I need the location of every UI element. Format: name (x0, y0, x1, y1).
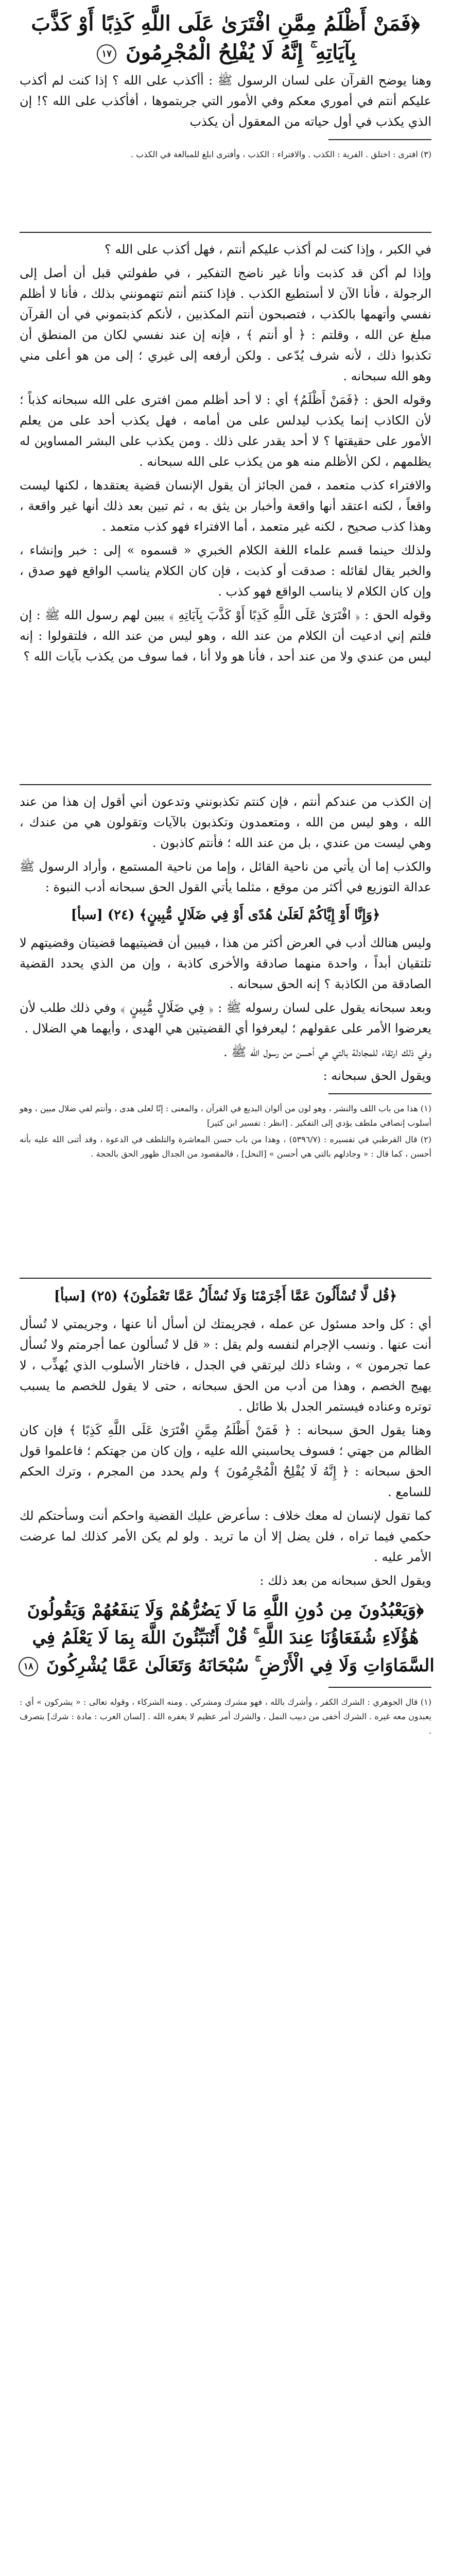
top-ayah-number: ١٧ (97, 44, 116, 64)
intro (9, 70, 442, 132)
footnote-divider-top (328, 139, 431, 140)
page (9, 0, 442, 1738)
page-divider-3 (20, 1278, 431, 1279)
section-3-paragraph: وبعد سبحانه يقول على لسان رسوله ﷺ : ﴿ فِي ضَلَالٍ مُّبِينٍ ﴾ وفي ذلك طلب لأن يعرضوا الأمر على عقولهم ؛ ليعرفوا أي القضيتين هي الهدى ، وأيهما هي الضلال . (20, 1001, 431, 1036)
footnote: (٢) قال القرطبي في تفسيره : (٥٣٩٦/٧) ، وهذا من باب حسن المعاشرة والتلطف في الدعوة ، وقد أثنى الله عليه بأنه أحسن ، كما قال : « وجادلهم بالتي هي أحسن » [النحل] ، فالمقصود من الجدال ظهور الحق بالحجة . (20, 1134, 432, 1159)
page-divider-2 (20, 784, 431, 785)
bottom-ayah-number: ١٨ (19, 1657, 38, 1676)
page-divider-1 (20, 232, 431, 233)
section-3-paragraph: وفي ذلك ارتقاء للمجادلة بالتي هي أحسن من رسول الله ﷺ . (223, 1045, 431, 1059)
section-2 (9, 791, 442, 897)
verse-saba-text: ﴿وَإِنَّا أَوْ إِيَّاكُمْ لَعَلَىٰ هُدًى أَوْ فِي ضَلَالٍ مُّبِينٍ﴾ (139, 907, 380, 923)
verse-saba-ref: [سبأ] (71, 907, 103, 923)
page-gap-3 (9, 1163, 442, 1272)
top-ayah-text: ﴿فَمَنْ أَظْلَمُ مِمَّنِ افْتَرَىٰ عَلَى اللَّهِ كَذِبًا أَوْ كَذَّبَ بِآيَاتِهِ ۚ إِنَّهُ لَا يُفْلِحُ الْمُجْرِمُونَ (31, 11, 420, 64)
footnote: (١) هذا من باب اللف والنشر ، وهو لون من ألوان البديع في القرآن ، والمعنى : إنّا لعلى هدى ، وأنتم لفي ضلال مبين ، وهو أسلوب إنصافي ملطف يؤدي إلى التفكير . [انظر : تفسير ابن كثير] (20, 1104, 431, 1128)
bottom-ayah (16, 1596, 435, 1680)
section-2-paragraph: والكذب إما أن يأتي من ناحية القائل ، وإما من ناحية المستمع ، وأراد الرسول ﷺ عدالة التوزيع في أكثر من موقع ، مثلما يأتي القول الحق سبحانه أدب النبوة : (20, 859, 431, 894)
section-1-paragraph: ولذلك حينما قسم علماء اللغة الكلام الخبري « قسموه » إلى : خبر وإنشاء ، والخبر يقال لقائله : صدقت أو كذبت ، فإن كان الكلام يناسب الواقع فهو صدق ، وإن كان الكلام لا يناسب الواقع فهو كذب . (20, 543, 431, 599)
section-3-paragraph: ويقول الحق سبحانه : (323, 1069, 431, 1083)
footnote: (١) قال الجوهري : الشرك الكفر ، وأشرك بالله ، فهو مشرك ومشركي . ومنه الشركاء ، وقوله تعالى : « يشركون » أي : يعبدون معه غيره . الشرك أخفى من دبيب النمل ، والشرك أمر عظيم لا يغفره الله . [لسان العرب : مادة : شرك] بتصرف . (20, 1697, 431, 1736)
verse-yunus-block (20, 1285, 431, 1308)
intro-paragraph: وهنا يوضح القرآن على لسان الرسول ﷺ : أأكذب على الله ؟ إذا كنت لم أكذب عليكم أنتم في أموري معكم وفي الأمور التي جربتموها ، أفأكذب على الله ؟! إن الذي يكذب في أول حياته من المعقول أن يكذب (20, 73, 431, 129)
verse-yunus-text: ﴿قُل لَّا تُسْأَلُونَ عَمَّا أَجْرَمْنَا وَلَا نُسْأَلُ عَمَّا تَعْمَلُونَ﴾ (122, 1289, 397, 1304)
top-footnote: (٣) افترى : اختلق . الفرية : الكذب . والافتراء : الكذب ، وأفترى ابلغ للمبالغة في الكذب . (131, 149, 431, 159)
verse-saba-block (20, 904, 431, 926)
section-4-paragraph: كما تقول لإنسان له معك خلاف : سأعرض عليك القضية واحكم أنت وسأحتكم لك حكمي فيما تراه ، فلن يضل إلا أن ما تريد . ولو لم يكن الأمر كذلك لما عرضت الأمر عليه . (20, 1509, 431, 1564)
section-1-paragraph: في الكبر ، وإذا كنت لم أكذب عليكم أنتم ، فهل أكذب على الله ؟ (104, 242, 431, 257)
verse-yunus-number: (٢٥) (91, 1289, 118, 1304)
top-ayah (13, 9, 438, 67)
footnote-divider-1 (328, 1093, 431, 1094)
page-gap-2 (9, 670, 442, 778)
section-3-paragraph: وليس هنالك أدب في العرض أكثر من هذا ، فيبين أن قضيتيهما قضيتان وقضيتهم لا تلتقيان أبداً ، واحدة منهما صادقة والأخرى كاذبة ، وإن من الذي يحدد القضية الصادقة من الكاذبة ؟ إنه الحق سبحانه . (20, 936, 432, 991)
section-1-paragraph: والافتراء كذب متعمد ، فمن الجائز أن يقول الإنسان قضية يعتقدها ، لكنها ليست واقعاً ، لكنه اعتقد أنها واقعة وأخبار بن يثق به ، ثم تبين بعد ذلك أنها غير واقعة ، وهذا كذب صحيح ، لكنه غير متعمد ، أما الافتراء فهو كذب متعمد . (20, 478, 431, 534)
bottom-ayah-text: ﴿وَيَعْبُدُونَ مِن دُونِ اللَّهِ مَا لَا يَضُرُّهُمْ وَلَا يَنفَعُهُمْ وَيَقُولُونَ هَٰؤُلَاءِ شُفَعَاؤُنَا عِندَ اللَّهِ ۚ قُلْ أَتُنَبِّئُونَ اللَّهَ بِمَا لَا يَعْلَمُ فِي السَّمَاوَاتِ وَلَا فِي الْأَرْضِ ۚ سُبْحَانَهُ وَتَعَالَىٰ عَمَّا يُشْرِكُونَ (27, 1600, 435, 1676)
verse-saba-number: (٢٤) (107, 907, 135, 923)
section-4-paragraph: وهنا يقول الحق سبحانه : ﴿ فَمَنْ أَظْلَمُ مِمَّنِ افْتَرَىٰ عَلَى اللَّهِ كَذِبًا ﴾ فإن كان الظالم من جهتي ؛ فسوف يحاسبني الله عليه ، وإن كان من جهتكم ؛ فاعلموا قول الحق سبحانه : ﴿ إِنَّهُ لَا يُفْلِحُ الْمُجْرِمُونَ ﴾ ولم يحدد من المجرم ، وترك الحكم للسامع . (20, 1423, 432, 1499)
section-4-paragraph: أي : كل واحد مسئول عن عمله ، فجريمتك لن أسأل أنا عنها ، وجريمتي لا تُسأل أنت عنها . ونسب الإجرام لنفسه ولم يقل : « قل لا تُسألون عما أجرمتم ولا نُسأل عما تجرمون » ، وشاء ذلك ليرتقي في الجدل ، فاختار الأسلوب الذي يُهذِّب ، لا يهيج الخصم ، وهذا من أدب من الحق سبحانه ، حتى لا يقول للخصم ما يسبب توتره وعناده فيستمر الجدل بلا طائل . (20, 1317, 432, 1414)
footnote-divider-2 (328, 1687, 431, 1688)
page-gap-1 (9, 164, 442, 226)
section-1 (9, 239, 442, 667)
section-4-paragraph: ويقول الحق سبحانه من بعد ذلك : (259, 1573, 431, 1588)
section-1-paragraph: وقوله الحق : ﴿ افْتَرَىٰ عَلَى اللَّهِ كَذِبًا أَوْ كَذَّبَ بِآيَاتِهِ ﴾ يبين لهم رسول الله ﷺ : إن فلتم إني ادعيت أن الكلام من عند الله ، وهو ليس من عند الله ، فلتقولوا : إنه ليس من عندي ولا من عند أحد ، فأنا هو ولا أنا ، فما سوف من يكذب بآيات الله ؟ (20, 608, 431, 664)
section-1-paragraph: وإذا لم أكن قد كذبت وأنا غير ناضج التفكير ، في طفولتي قبل أن أصل إلى الرجولة ، فأنا الآن لا أستطيع الكذب . فإذا كنتم أنتم تتهمونني بذلك ، فأنا لا أظلم نفسي وأتهمها بالكذب ، فتصبحون أنتم المكذبين ، لأنكم كذبتموني في أن القرآن مبلغ عن الله ، وقلتم : ﴿ أو أنتم ﴾ ، فإنه إن عند نفسي لكان من المنطق أن تكذبوا ذلك ، لأنه شرف يُدّعى . ولكن أرفعه إلى غيري ؛ إلى من هو أعلى مني وهو الله سبحانه . (20, 266, 431, 383)
section-1-paragraph: وقوله الحق : ﴿فَمَنْ أَظْلَمُ﴾ أي : لا أحد أظلم ممن افترى على الله سبحانه كذباً ؛ لأن الكاذب إنما يكذب ليدلس على من أمامه ، فهل يكذب أحد على من يعلم الأمور على حقيقتها ؟ لا أحد يقدر على ذلك . ومن يكذب على البشر المساوين له يظلمهم ، لكن الأظلم منه هو من يكذب على الله سبحانه . (20, 393, 431, 469)
section-4 (9, 1314, 442, 1591)
top-ayah-block (9, 9, 442, 67)
section-3 (9, 933, 442, 1086)
section-2-paragraph: إن الكذب من عندكم أنتم ، فإن كنتم تكذبونني وتدعون أني أقول إن هذا من عند الله ، وهو ليس من الله ، ومتعمدون وتكذبون بالآيات وتقولون هي من عندك ، وهي ليست من عندي ، بل من عند الله ؛ فأنتم كاذبون . (20, 794, 431, 850)
verse-yunus-ref: [سبأ] (54, 1289, 86, 1304)
